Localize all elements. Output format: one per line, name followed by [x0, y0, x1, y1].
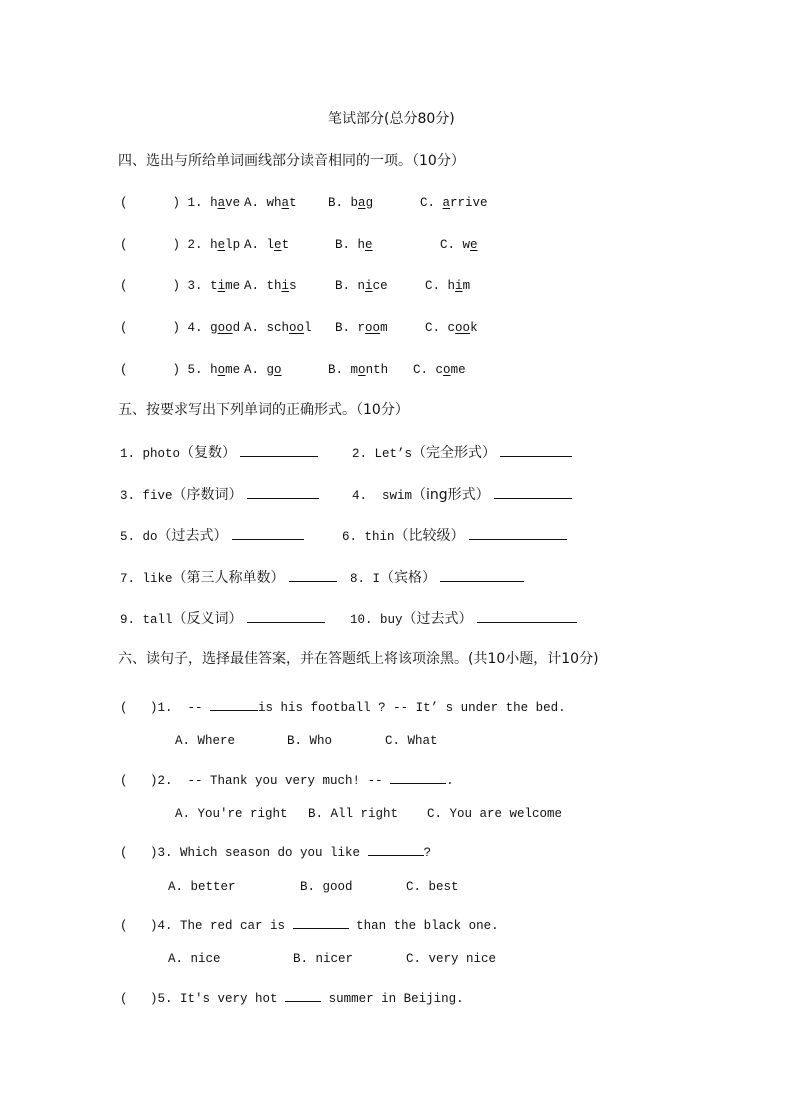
- answer-line[interactable]: [232, 527, 304, 540]
- answer-option[interactable]: C. What: [385, 734, 438, 748]
- underlined-letters: i: [217, 279, 226, 293]
- word-part: rrive: [450, 196, 488, 210]
- word-part: ce: [372, 279, 388, 293]
- underlined-letters: oo: [217, 321, 233, 335]
- word-form-item: [352, 484, 572, 504]
- underlined-letters: o: [217, 363, 226, 377]
- answer-option[interactable]: A. You're right: [175, 807, 288, 821]
- answer-blank[interactable]: ( ): [120, 196, 181, 210]
- underlined-letters: e: [470, 238, 478, 252]
- option-b[interactable]: [328, 363, 388, 377]
- answer-option[interactable]: C. very nice: [406, 952, 497, 966]
- option-b[interactable]: [335, 321, 388, 335]
- question-number: 1.: [187, 196, 203, 210]
- word-part: r: [357, 321, 366, 335]
- option-label: C.: [420, 196, 436, 210]
- word-hint: （复数）: [180, 445, 237, 461]
- word-part: l: [266, 238, 275, 252]
- word-form-item: [120, 525, 304, 545]
- answer-line[interactable]: [247, 486, 319, 499]
- word-prompt: 1. photo: [120, 447, 181, 461]
- question-text: It's very hot: [172, 992, 286, 1006]
- underlined-letters: o: [274, 363, 282, 377]
- question-text: The red car is: [172, 919, 293, 933]
- word-part: h: [447, 279, 456, 293]
- underlined-letters: e: [217, 238, 226, 252]
- question-stem: [120, 279, 240, 293]
- answer-option[interactable]: B. Who: [287, 734, 333, 748]
- answer-blank[interactable]: ( ): [120, 701, 158, 715]
- word-hint: （过去式）: [157, 528, 228, 544]
- underlined-letters: a: [358, 196, 366, 210]
- answer-line[interactable]: [494, 486, 572, 499]
- word-part: c: [435, 363, 444, 377]
- word-part: k: [470, 321, 478, 335]
- mc-question: [120, 771, 454, 788]
- answer-blank[interactable]: ( ): [120, 774, 158, 788]
- word-prompt: 3. five: [120, 489, 173, 503]
- answer-option[interactable]: C. You are welcome: [427, 807, 563, 821]
- answer-blank[interactable]: ( ): [120, 919, 158, 933]
- mc-question: [120, 698, 566, 715]
- answer-blank[interactable]: ( ): [120, 238, 181, 252]
- word-part: c: [447, 321, 456, 335]
- question-stem: [120, 363, 240, 377]
- answer-line[interactable]: [440, 569, 524, 582]
- question-text: is his football ? -- It’ s under the bed.: [258, 701, 566, 715]
- section5-heading: 五、按要求写出下列单词的正确形式。（10分）: [118, 402, 409, 418]
- underlined-letters: e: [365, 238, 373, 252]
- word-part: h: [210, 238, 218, 252]
- underlined-letters: o: [443, 363, 451, 377]
- word-prompt: 10. buy: [350, 613, 403, 627]
- mc-question: [120, 916, 499, 933]
- question-number: 5.: [157, 992, 173, 1006]
- word-part: d: [232, 321, 241, 335]
- option-label: C.: [425, 321, 441, 335]
- option-label: B.: [335, 238, 351, 252]
- underlined-letters: oo: [455, 321, 471, 335]
- option-label: A.: [244, 363, 260, 377]
- option-c[interactable]: [425, 321, 478, 335]
- word-part: h: [210, 363, 218, 377]
- word-prompt: 8. I: [350, 572, 381, 586]
- question-number: 1.: [157, 701, 173, 715]
- word-part: g: [210, 321, 218, 335]
- option-label: B.: [328, 363, 344, 377]
- option-label: C.: [413, 363, 429, 377]
- option-b[interactable]: [335, 279, 388, 293]
- word-hint: （完全形式）: [412, 445, 497, 461]
- option-label: A.: [244, 238, 260, 252]
- answer-option[interactable]: B. All right: [308, 807, 399, 821]
- fill-blank[interactable]: [368, 843, 424, 856]
- answer-option[interactable]: A. Where: [175, 734, 236, 748]
- word-part: t: [289, 196, 297, 210]
- word-form-item: [352, 442, 572, 462]
- word-hint: （序数词）: [172, 487, 243, 503]
- option-c[interactable]: [425, 279, 470, 293]
- word-prompt: 9. tall: [120, 613, 173, 627]
- word-part: h: [210, 196, 218, 210]
- word-part: n: [357, 279, 366, 293]
- question-stem: [120, 196, 240, 210]
- question-text: summer in Beijing.: [321, 992, 464, 1006]
- option-label: B.: [335, 279, 351, 293]
- option-label: C.: [425, 279, 441, 293]
- question-number: 4.: [187, 321, 203, 335]
- fill-blank[interactable]: [390, 771, 446, 784]
- mc-question: [120, 843, 431, 860]
- word-form-item: [120, 608, 325, 628]
- question-stem: [120, 321, 240, 335]
- fill-blank[interactable]: [285, 989, 321, 1002]
- word-prompt: 5. do: [120, 530, 158, 544]
- word-part: nth: [365, 363, 389, 377]
- answer-line[interactable]: [469, 527, 567, 540]
- question-text: Which season do you like: [172, 846, 368, 860]
- answer-option[interactable]: B. good: [300, 880, 353, 894]
- fill-blank[interactable]: [210, 698, 258, 711]
- question-number: 2.: [157, 774, 173, 788]
- word-part: me: [225, 363, 241, 377]
- question-text: .: [446, 774, 454, 788]
- word-hint: （ing形式）: [412, 487, 490, 503]
- option-a[interactable]: [244, 279, 297, 293]
- underlined-letters: o: [358, 363, 366, 377]
- word-prompt: 4. swim: [352, 489, 413, 503]
- fill-blank[interactable]: [293, 916, 349, 929]
- option-c[interactable]: [420, 196, 488, 210]
- word-part: me: [225, 279, 241, 293]
- answer-blank[interactable]: ( ): [120, 363, 181, 377]
- word-form-item: [342, 525, 567, 545]
- underlined-letters: i: [281, 279, 290, 293]
- answer-line[interactable]: [247, 610, 325, 623]
- option-label: B.: [328, 196, 344, 210]
- underlined-letters: i: [365, 279, 373, 293]
- answer-line[interactable]: [240, 444, 318, 457]
- word-part: b: [350, 196, 359, 210]
- option-a[interactable]: [244, 321, 312, 335]
- word-part: th: [266, 279, 282, 293]
- word-part: wh: [266, 196, 282, 210]
- question-number: 2.: [187, 238, 203, 252]
- answer-line[interactable]: [289, 569, 337, 582]
- option-a[interactable]: [244, 238, 289, 252]
- word-part: h: [357, 238, 366, 252]
- word-part: g: [266, 363, 275, 377]
- section4-heading: 四、选出与所给单词画线部分读音相同的一项。（10分）: [118, 153, 465, 169]
- section6-heading: 六、读句子，选择最佳答案，并在答题纸上将该项涂黑。(共10小题，计10分): [118, 651, 599, 667]
- underlined-letters: e: [274, 238, 282, 252]
- answer-line[interactable]: [500, 444, 572, 457]
- word-part: ve: [225, 196, 241, 210]
- underlined-letters: a: [281, 196, 290, 210]
- question-number: 3.: [157, 846, 173, 860]
- word-hint: （比较级）: [394, 528, 465, 544]
- word-part: m: [462, 279, 471, 293]
- word-part: g: [365, 196, 374, 210]
- word-part: s: [289, 279, 297, 293]
- underlined-letters: oo: [289, 321, 305, 335]
- option-c[interactable]: [413, 363, 466, 377]
- option-c[interactable]: [440, 238, 478, 252]
- answer-option[interactable]: A. better: [168, 880, 236, 894]
- question-number: 5.: [187, 363, 203, 377]
- page-title: 笔试部分(总分80分): [328, 111, 455, 127]
- underlined-letters: a: [217, 196, 226, 210]
- question-text: --: [172, 701, 211, 715]
- answer-blank[interactable]: ( ): [120, 846, 158, 860]
- option-a[interactable]: [244, 196, 297, 210]
- word-part: me: [450, 363, 466, 377]
- question-stem: [120, 238, 240, 252]
- word-hint: （反义词）: [172, 611, 243, 627]
- word-part: m: [350, 363, 359, 377]
- underlined-letters: oo: [365, 321, 381, 335]
- option-label: B.: [335, 321, 351, 335]
- word-part: sch: [266, 321, 290, 335]
- answer-blank[interactable]: ( ): [120, 992, 158, 1006]
- option-b[interactable]: [328, 196, 373, 210]
- word-form-item: [120, 567, 337, 587]
- word-part: t: [281, 238, 290, 252]
- word-part: t: [210, 279, 218, 293]
- question-text: ?: [423, 846, 432, 860]
- option-label: A.: [244, 196, 260, 210]
- word-prompt: 7. like: [120, 572, 173, 586]
- answer-option[interactable]: A. nice: [168, 952, 221, 966]
- underlined-letters: i: [455, 279, 463, 293]
- option-label: A.: [244, 321, 260, 335]
- option-b[interactable]: [335, 238, 373, 252]
- option-a[interactable]: [244, 363, 282, 377]
- word-part: w: [462, 238, 471, 252]
- answer-line[interactable]: [477, 610, 577, 623]
- word-form-item: [350, 567, 524, 587]
- word-form-item: [350, 608, 577, 628]
- question-text: -- Thank you very much! --: [172, 774, 391, 788]
- word-hint: （过去式）: [402, 611, 473, 627]
- answer-option[interactable]: B. nicer: [293, 952, 354, 966]
- mc-question: [120, 989, 464, 1006]
- answer-blank[interactable]: ( ): [120, 279, 181, 293]
- word-part: l: [304, 321, 312, 335]
- word-part: m: [380, 321, 388, 335]
- word-form-item: [120, 442, 318, 462]
- word-part: lp: [225, 238, 241, 252]
- option-label: A.: [244, 279, 260, 293]
- word-form-item: [120, 484, 319, 504]
- word-hint: （宾格）: [380, 570, 437, 586]
- word-prompt: 6. thin: [342, 530, 395, 544]
- word-hint: （第三人称单数）: [172, 570, 285, 586]
- question-number: 3.: [187, 279, 203, 293]
- underlined-letters: a: [442, 196, 451, 210]
- answer-blank[interactable]: ( ): [120, 321, 181, 335]
- option-label: C.: [440, 238, 456, 252]
- answer-option[interactable]: C. best: [406, 880, 459, 894]
- question-number: 4.: [157, 919, 173, 933]
- word-prompt: 2. Let’s: [352, 447, 413, 461]
- question-text: than the black one.: [348, 919, 499, 933]
